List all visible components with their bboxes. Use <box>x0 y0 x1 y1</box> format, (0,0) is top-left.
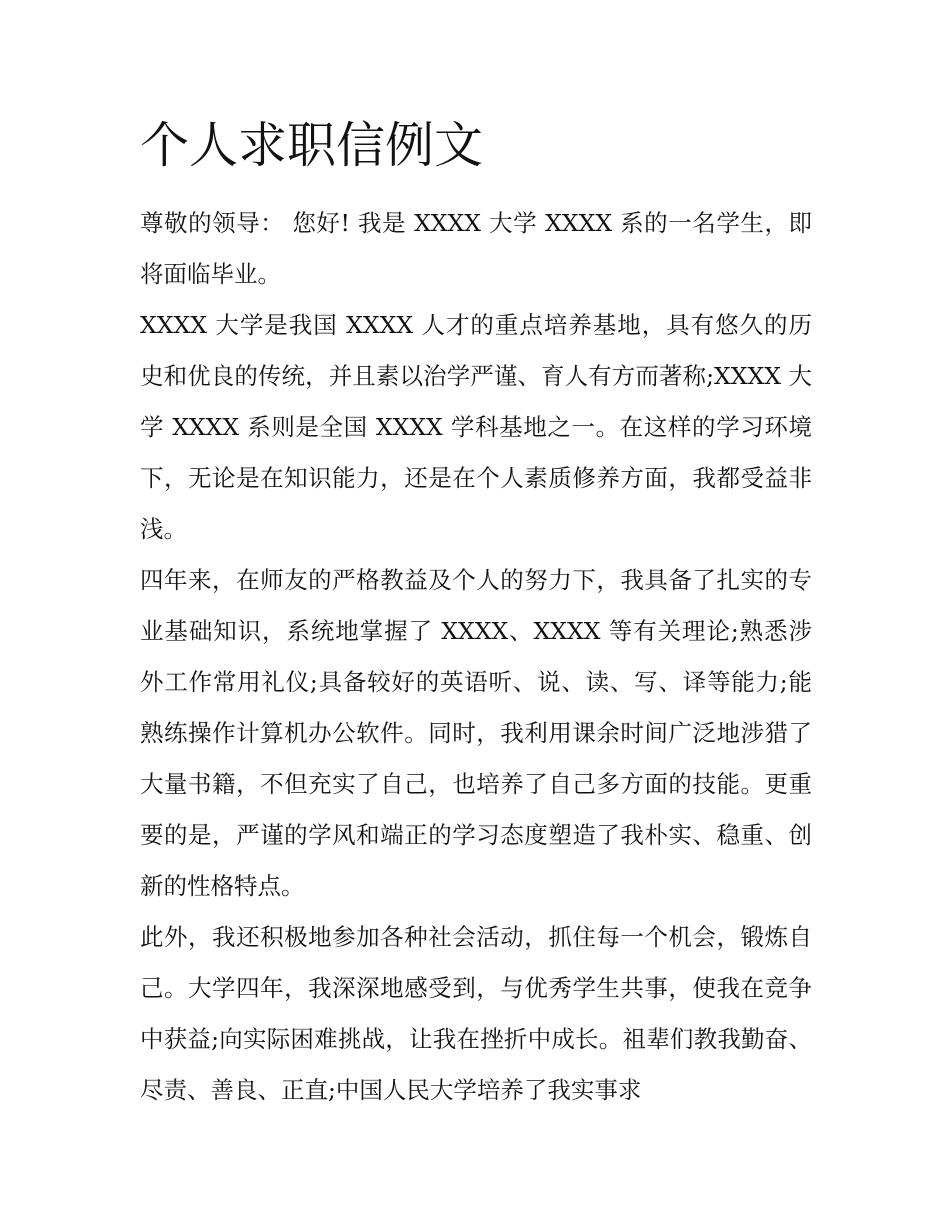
document-body <box>140 112 812 1116</box>
paragraph-activities: 此外，我还积极地参加各种社会活动，抓住每一个机会，锻炼自己。大学四年，我深深地感受到，与优秀学生共事，使我在竞争中获益;向实际困难挑战，让我在挫折中成长。祖辈们教我勤奋、尽责、善良、正直;中国人民大学培养了我实事求 <box>140 923 812 1104</box>
paragraph-university-intro: XXXX 大学是我国 XXXX 人才的重点培养基地，具有悠久的历史和优良的传统，并且素以治学严谨、育人有方而著称;XXXX 大学 XXXX 系则是全国 XXXX 学科基地之一。在这样的学习环境下，无论是在知识能力，还是在个人素质修养方面，我都受益非浅。 <box>140 311 812 543</box>
document-title: 个人求职信例文 <box>140 117 484 174</box>
paragraph-greeting: 尊敬的领导： 您好! 我是 XXXX 大学 XXXX 系的一名学生，即将面临毕业。 <box>140 209 812 288</box>
paragraph-skills: 四年来，在师友的严格教益及个人的努力下，我具备了扎实的专业基础知识，系统地掌握了 XXXX、XXXX 等有关理论;熟悉涉外工作常用礼仪;具备较好的英语听、说、读、写、译等能力;能熟练操作计算机办公软件。同时，我利用课余时间广泛地涉猎了大量书籍，不但充实了自己，也培养了自己多方面的技能。更重要的是，严谨的学风和端正的学习态度塑造了我朴实、稳重、创新的性格特点。 <box>140 566 812 900</box>
